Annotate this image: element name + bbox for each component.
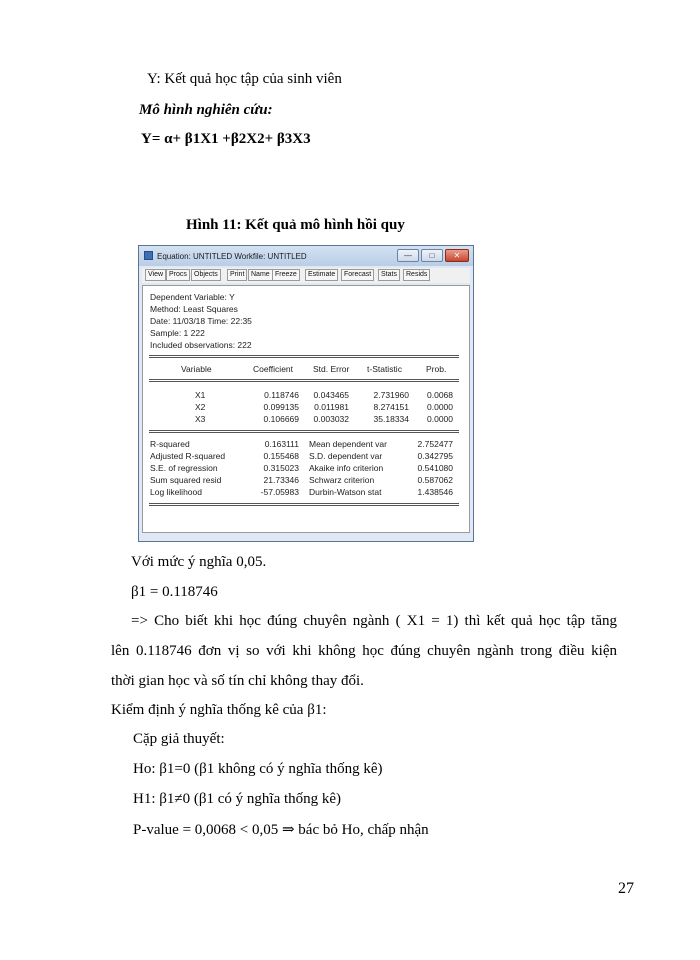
row-x2-p: 0.0000 <box>427 402 453 412</box>
stat-akaike-label: Akaike info criterion <box>309 463 384 473</box>
toolbar-objects-button[interactable]: Objects <box>191 269 221 281</box>
col-std-error: Std. Error <box>313 364 350 374</box>
beta1-value: β1 = 0.118746 <box>131 584 218 600</box>
stat-durbin-watson-value: 1.438546 <box>417 487 453 497</box>
model-equation: Y= α+ β1X1 +β2X2+ β3X3 <box>141 131 311 147</box>
date-time: Date: 11/03/18 Time: 22:35 <box>150 316 252 326</box>
stat-sd-dep-value: 0.342795 <box>417 451 453 461</box>
divider <box>149 430 459 433</box>
interpretation-line-3: thời gian học và số tín chỉ không thay đổi. <box>111 673 364 689</box>
y-definition: Y: Kết quả học tập của sinh viên <box>147 71 342 87</box>
sample: Sample: 1 222 <box>150 328 205 338</box>
interpretation-line-1: => Cho biết khi học đúng chuyên ngành ( X1 = 1) thì kết quả học tập tăng <box>131 613 617 629</box>
toolbar-forecast-button[interactable]: Forecast <box>341 269 374 281</box>
eviews-toolbar <box>142 268 470 283</box>
test-heading: Kiểm định ý nghĩa thống kê của β1: <box>111 702 327 718</box>
stat-sd-dep-label: S.D. dependent var <box>309 451 383 461</box>
window-title: Equation: UNTITLED Workfile: UNTITLED <box>157 252 307 261</box>
row-x1-coef: 0.118746 <box>264 390 299 400</box>
stat-r-squared-value: 0.163111 <box>264 439 299 449</box>
p-value-conclusion: P-value = 0,0068 < 0,05 ⇒ bác bỏ Ho, chấp nhận <box>133 822 429 838</box>
toolbar-resids-button[interactable]: Resids <box>403 269 430 281</box>
stat-log-likelihood-label: Log likelihood <box>150 487 202 497</box>
figure-caption: Hình 11: Kết quả mô hình hồi quy <box>186 217 405 233</box>
maximize-button[interactable]: □ <box>421 249 443 262</box>
toolbar-print-button[interactable]: Print <box>227 269 247 281</box>
col-t-statistic: t-Statistic <box>367 364 402 374</box>
window-titlebar <box>139 246 473 266</box>
col-variable: Variable <box>181 364 212 374</box>
stat-log-likelihood-value: -57.05983 <box>260 487 299 497</box>
divider <box>149 503 459 506</box>
minimize-button[interactable]: — <box>397 249 419 262</box>
interpretation-line-2: lên 0.118746 đơn vị so với khi không học đúng chuyên ngành trong điều kiện <box>111 643 617 659</box>
stat-schwarz-value: 0.587062 <box>417 475 453 485</box>
stat-ssr-label: Sum squared resid <box>150 475 222 485</box>
stat-akaike-value: 0.541080 <box>417 463 453 473</box>
stat-se-regression-value: 0.315023 <box>263 463 299 473</box>
toolbar-name-button[interactable]: Name <box>248 269 273 281</box>
stat-adj-r-squared-value: 0.155468 <box>263 451 299 461</box>
row-x1-se: 0.043465 <box>313 390 349 400</box>
close-button[interactable]: ✕ <box>445 249 469 262</box>
toolbar-stats-button[interactable]: Stats <box>378 269 400 281</box>
row-x2-t: 8.274151 <box>373 402 409 412</box>
stat-mean-dep-label: Mean dependent var <box>309 439 387 449</box>
toolbar-estimate-button[interactable]: Estimate <box>305 269 338 281</box>
row-x1-p: 0.0068 <box>427 390 453 400</box>
stat-ssr-value: 21.73346 <box>263 475 299 485</box>
alternative-hypothesis: H1: β1≠0 (β1 có ý nghĩa thống kê) <box>133 791 342 807</box>
stat-schwarz-label: Schwarz criterion <box>309 475 375 485</box>
row-x2-var: X2 <box>195 402 206 412</box>
toolbar-view-button[interactable]: View <box>145 269 166 281</box>
significance-level: Với mức ý nghĩa 0,05. <box>131 554 267 570</box>
null-hypothesis: Ho: β1=0 (β1 không có ý nghĩa thống kê) <box>133 761 383 777</box>
row-x2-se: 0.011981 <box>314 402 349 412</box>
row-x3-se: 0.003032 <box>313 414 349 424</box>
hypothesis-label: Cặp giả thuyết: <box>133 731 225 747</box>
row-x2-coef: 0.099135 <box>263 402 299 412</box>
row-x3-p: 0.0000 <box>427 414 453 424</box>
col-prob: Prob. <box>426 364 447 374</box>
dependent-variable: Dependent Variable: Y <box>150 292 235 302</box>
divider <box>149 355 459 358</box>
row-x3-coef: 0.106669 <box>263 414 299 424</box>
divider <box>149 379 459 382</box>
col-coefficient: Coefficient <box>253 364 294 374</box>
method: Method: Least Squares <box>150 304 238 314</box>
stat-mean-dep-value: 2.752477 <box>417 439 453 449</box>
included-observations: Included observations: 222 <box>150 340 252 350</box>
row-x1-var: X1 <box>195 390 206 400</box>
eviews-window <box>138 245 474 542</box>
page-number: 27 <box>618 880 634 897</box>
row-x3-t: 35.18334 <box>373 414 409 424</box>
model-heading: Mô hình nghiên cứu: <box>139 102 273 118</box>
stat-adj-r-squared-label: Adjusted R-squared <box>150 451 226 461</box>
stat-se-regression-label: S.E. of regression <box>150 463 218 473</box>
equation-output <box>142 285 470 533</box>
toolbar-procs-button[interactable]: Procs <box>166 269 190 281</box>
stat-durbin-watson-label: Durbin-Watson stat <box>309 487 382 497</box>
row-x3-var: X3 <box>195 414 206 424</box>
stat-r-squared-label: R-squared <box>150 439 190 449</box>
row-x1-t: 2.731960 <box>373 390 409 400</box>
equation-icon <box>144 251 153 260</box>
toolbar-freeze-button[interactable]: Freeze <box>272 269 300 281</box>
